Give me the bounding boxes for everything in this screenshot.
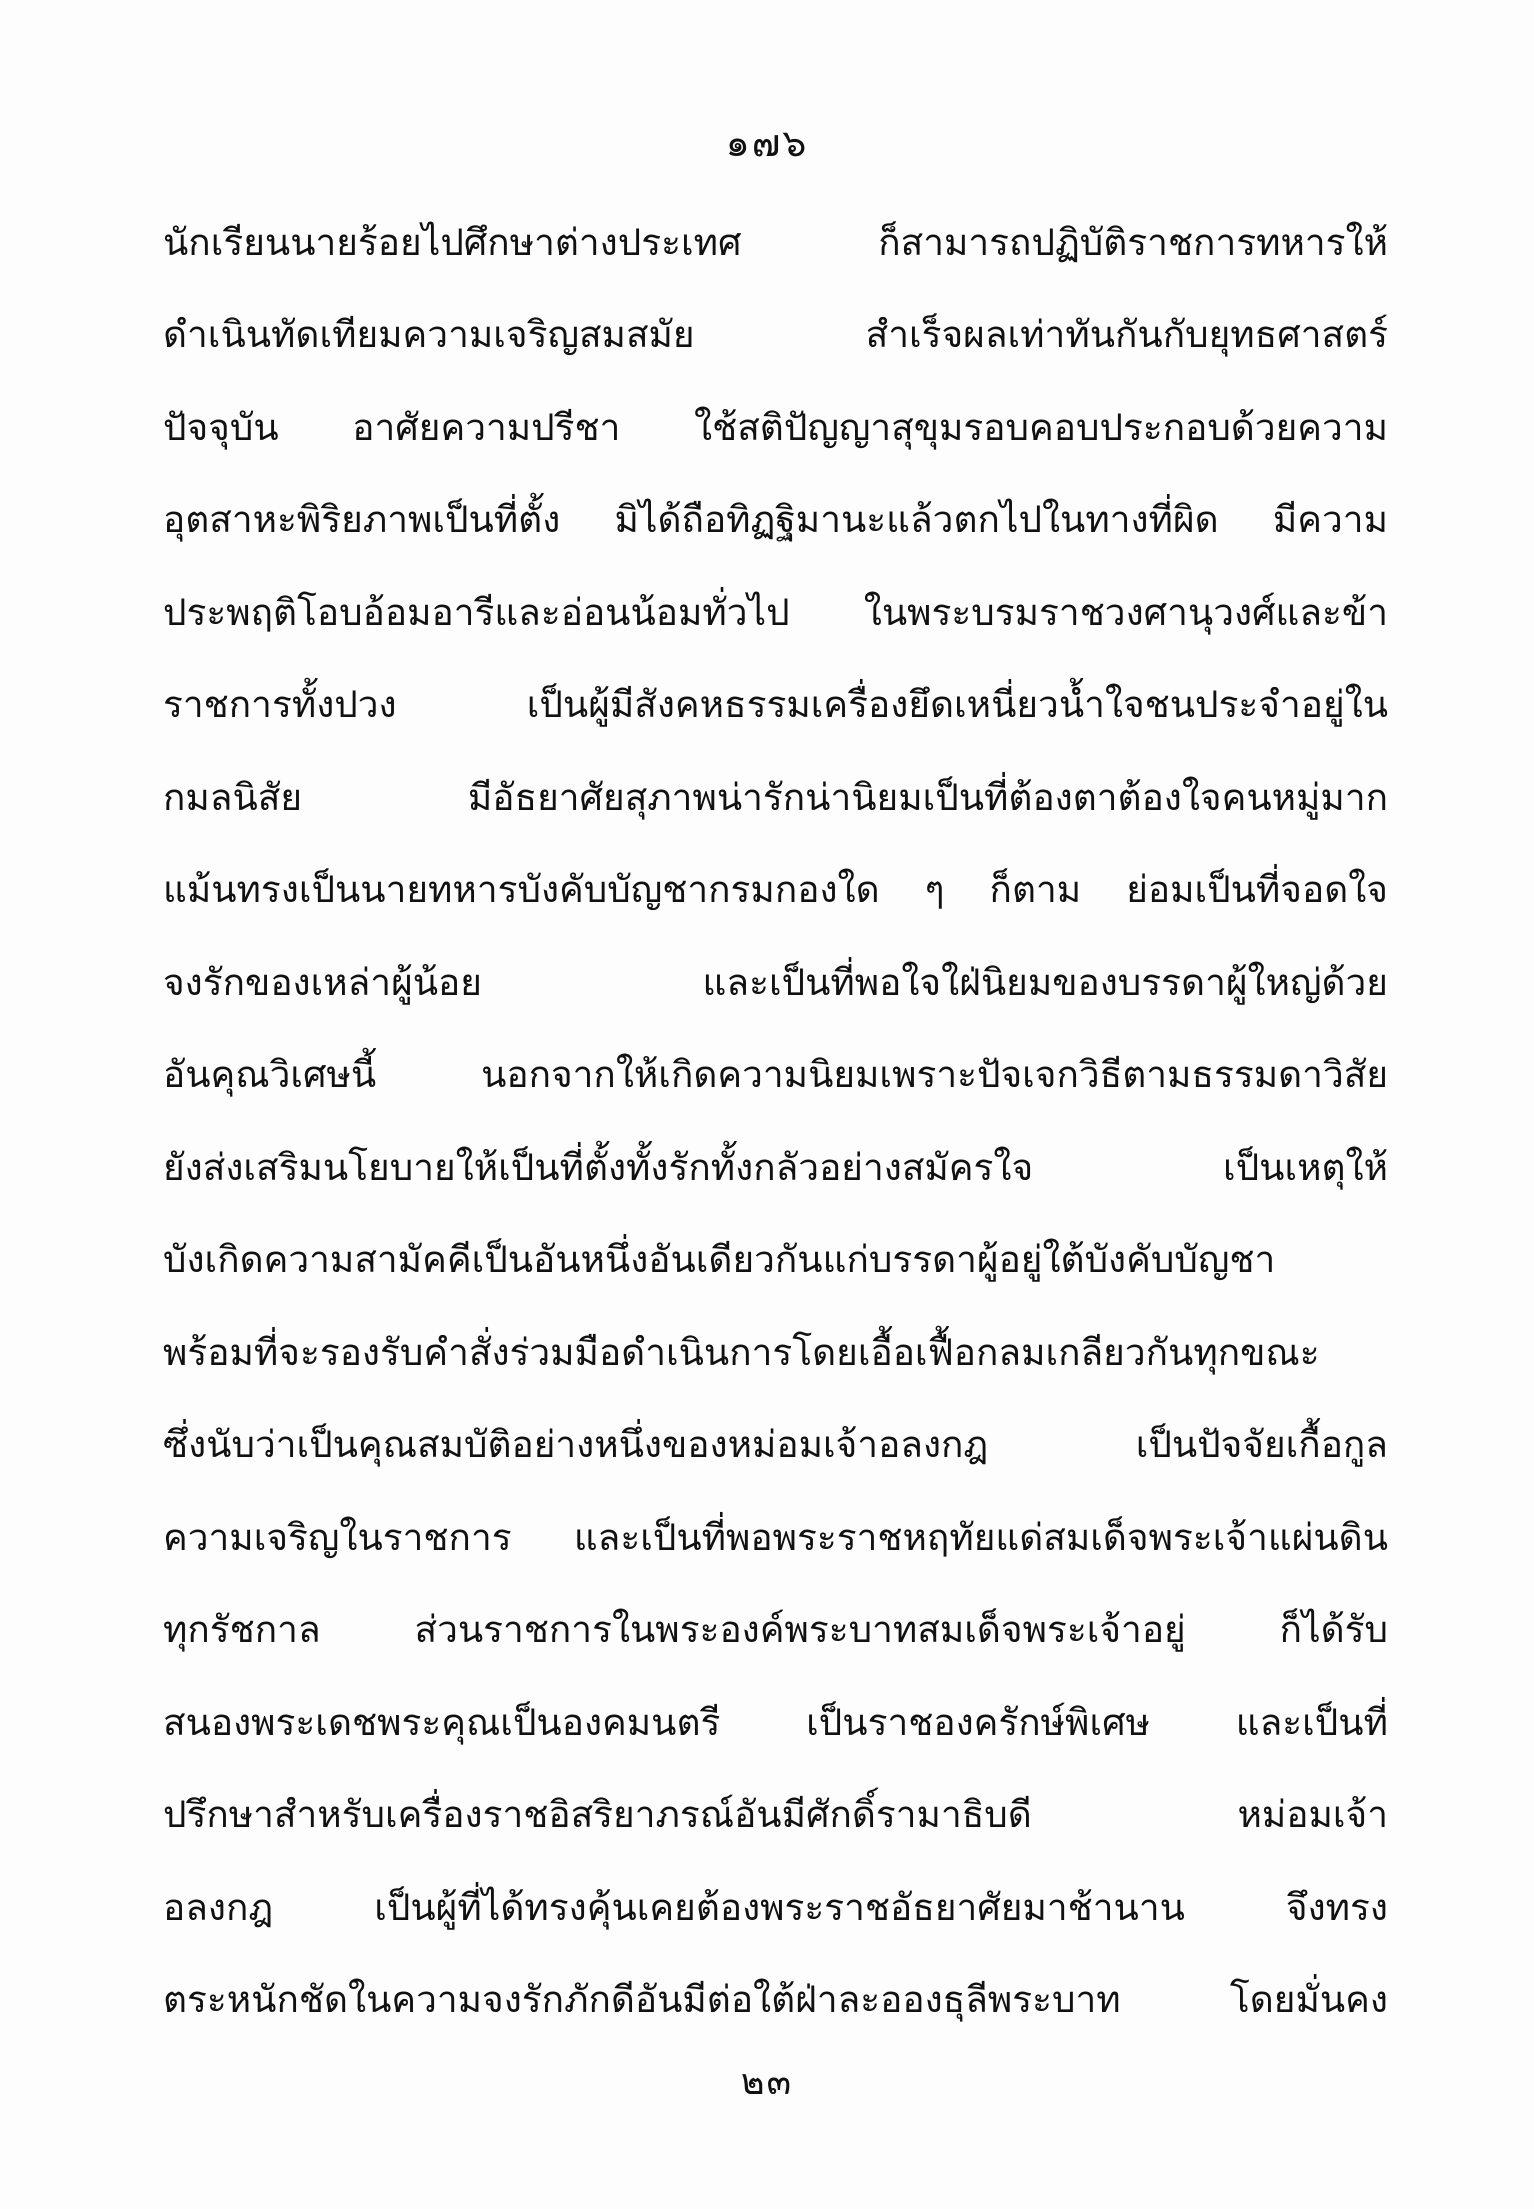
text-segment: ทุกรัชกาล <box>163 1608 321 1652</box>
text-segment: สำเร็จผลเท่าทันกันกับยุทธศาสตร์ <box>865 313 1388 357</box>
text-segment: มีความ <box>1272 498 1388 542</box>
text-segment: ปรึกษาสำหรับเครื่องราชอิสริยาภรณ์อันมีศักดิ์รามาธิบดี <box>163 1793 1032 1837</box>
text-line <box>163 1121 1388 1214</box>
text-segment: ดำเนินทัดเทียมความเจริญสมสมัย <box>163 313 695 357</box>
text-line <box>163 1029 1388 1122</box>
body-text <box>163 196 1388 2046</box>
text-segment: โดยมั่นคง <box>1229 1978 1388 2022</box>
text-line <box>163 936 1388 1029</box>
text-segment: ก็สามารถปฏิบัติราชการทหารให้ <box>878 220 1388 264</box>
text-line <box>163 289 1388 382</box>
text-segment: อลงกฎ <box>163 1885 274 1929</box>
text-line: บังเกิดความสามัคคีเป็นอันหนึ่งอันเดียวกันแก่บรรดาผู้อยู่ใต้บังคับบัญชา <box>163 1238 1276 1282</box>
text-segment: เป็นเหตุให้ <box>1223 1145 1388 1189</box>
text-segment: เป็นปัจจัยเกื้อกูล <box>1135 1423 1388 1467</box>
text-segment: กมลนิสัย <box>163 775 303 819</box>
text-segment: อันคุณวิเศษนี้ <box>163 1053 377 1097</box>
text-line <box>163 1676 1388 1769</box>
text-segment: และเป็นที่พอใจใฝ่นิยมของบรรดาผู้ใหญ่ด้วย <box>702 960 1388 1004</box>
text-segment: และเป็นที่พอพระราชหฤทัยแด่สมเด็จพระเจ้าแผ่นดิน <box>573 1515 1388 1559</box>
text-segment: ราชการทั้งปวง <box>163 683 397 727</box>
text-line <box>163 1769 1388 1862</box>
text-segment: ในพระบรมราชวงศานุวงศ์และข้า <box>863 590 1388 634</box>
text-line <box>163 844 1388 937</box>
text-segment: ก็ตาม <box>989 868 1082 912</box>
page-number-bottom: ๒๓ <box>740 2062 794 2103</box>
text-line <box>163 474 1388 567</box>
text-segment: นอกจากให้เกิดความนิยมเพราะปัจเจกวิธีตามธรรมดาวิสัย <box>481 1053 1388 1097</box>
text-segment: เป็นผู้มีสังคหธรรมเครื่องยึดเหนี่ยวน้ำใจชนประจำอยู่ใน <box>526 683 1388 727</box>
text-segment: ย่อมเป็นที่จอดใจ <box>1126 868 1388 912</box>
text-segment: นักเรียนนายร้อยไปศึกษาต่างประเทศ <box>163 220 742 264</box>
text-line <box>163 659 1388 752</box>
text-segment: ๆ <box>924 868 945 912</box>
text-segment: สนองพระเดชพระคุณเป็นองคมนตรี <box>163 1700 721 1744</box>
text-segment: ใช้สติปัญญาสุขุมรอบคอบประกอบด้วยความ <box>694 405 1388 449</box>
text-segment: จงรักของเหล่าผู้น้อย <box>163 960 482 1004</box>
text-segment: ตระหนักชัดในความจงรักภักดีอันมีต่อใต้ฝ่าละอองธุลีพระบาท <box>163 1978 1121 2022</box>
text-segment: ซึ่งนับว่าเป็นคุณสมบัติอย่างหนึ่งของหม่อมเจ้าอลงกฎ <box>163 1423 989 1467</box>
text-line <box>163 1399 1388 1492</box>
text-line <box>163 566 1388 659</box>
text-segment: อุตสาหะพิริยภาพเป็นที่ตั้ง <box>163 498 561 542</box>
text-segment: ก็ได้รับ <box>1279 1608 1388 1652</box>
text-segment: ยังส่งเสริมนโยบายให้เป็นที่ตั้งทั้งรักทั้งกลัวอย่างสมัครใจ <box>163 1145 1034 1189</box>
text-segment: ประพฤติโอบอ้อมอารีและอ่อนน้อมทั่วไป <box>163 590 790 634</box>
text-segment: เป็นราชองครักษ์พิเศษ <box>806 1700 1150 1744</box>
text-segment: เป็นผู้ที่ได้ทรงคุ้นเคยต้องพระราชอัธยาศัยมาช้านาน <box>374 1885 1185 1929</box>
text-segment: อาศัยความปรีชา <box>352 405 621 449</box>
text-segment: จึงทรง <box>1285 1885 1388 1929</box>
text-segment: หม่อมเจ้า <box>1237 1793 1388 1837</box>
text-segment: ความเจริญในราชการ <box>163 1515 512 1559</box>
text-line <box>163 196 1388 289</box>
text-segment: ส่วนราชการในพระองค์พระบาทสมเด็จพระเจ้าอยู่ <box>414 1608 1186 1652</box>
text-line <box>163 1861 1388 1954</box>
text-segment: และเป็นที่ <box>1235 1700 1388 1744</box>
text-segment: มีอัธยาศัยสุภาพน่ารักน่านิยมเป็นที่ต้องตาต้องใจคนหมู่มาก <box>467 775 1388 819</box>
page-number-top: ๑๗๖ <box>725 121 809 165</box>
text-line <box>163 1954 1388 2047</box>
text-line <box>163 1491 1388 1584</box>
text-segment: มิได้ถือทิฏฐิมานะแล้วตกไปในทางที่ผิด <box>614 498 1219 542</box>
text-segment: ปัจจุบัน <box>163 405 279 449</box>
text-line <box>163 751 1388 844</box>
text-segment: แม้นทรงเป็นนายทหารบังคับบัญชากรมกองใด <box>163 868 880 912</box>
text-line <box>163 381 1388 474</box>
text-line <box>163 1584 1388 1677</box>
text-line: พร้อมที่จะรองรับคำสั่งร่วมมือดำเนินการโดยเอื้อเฟื้อกลมเกลียวกันทุกขณะ <box>163 1330 1320 1374</box>
